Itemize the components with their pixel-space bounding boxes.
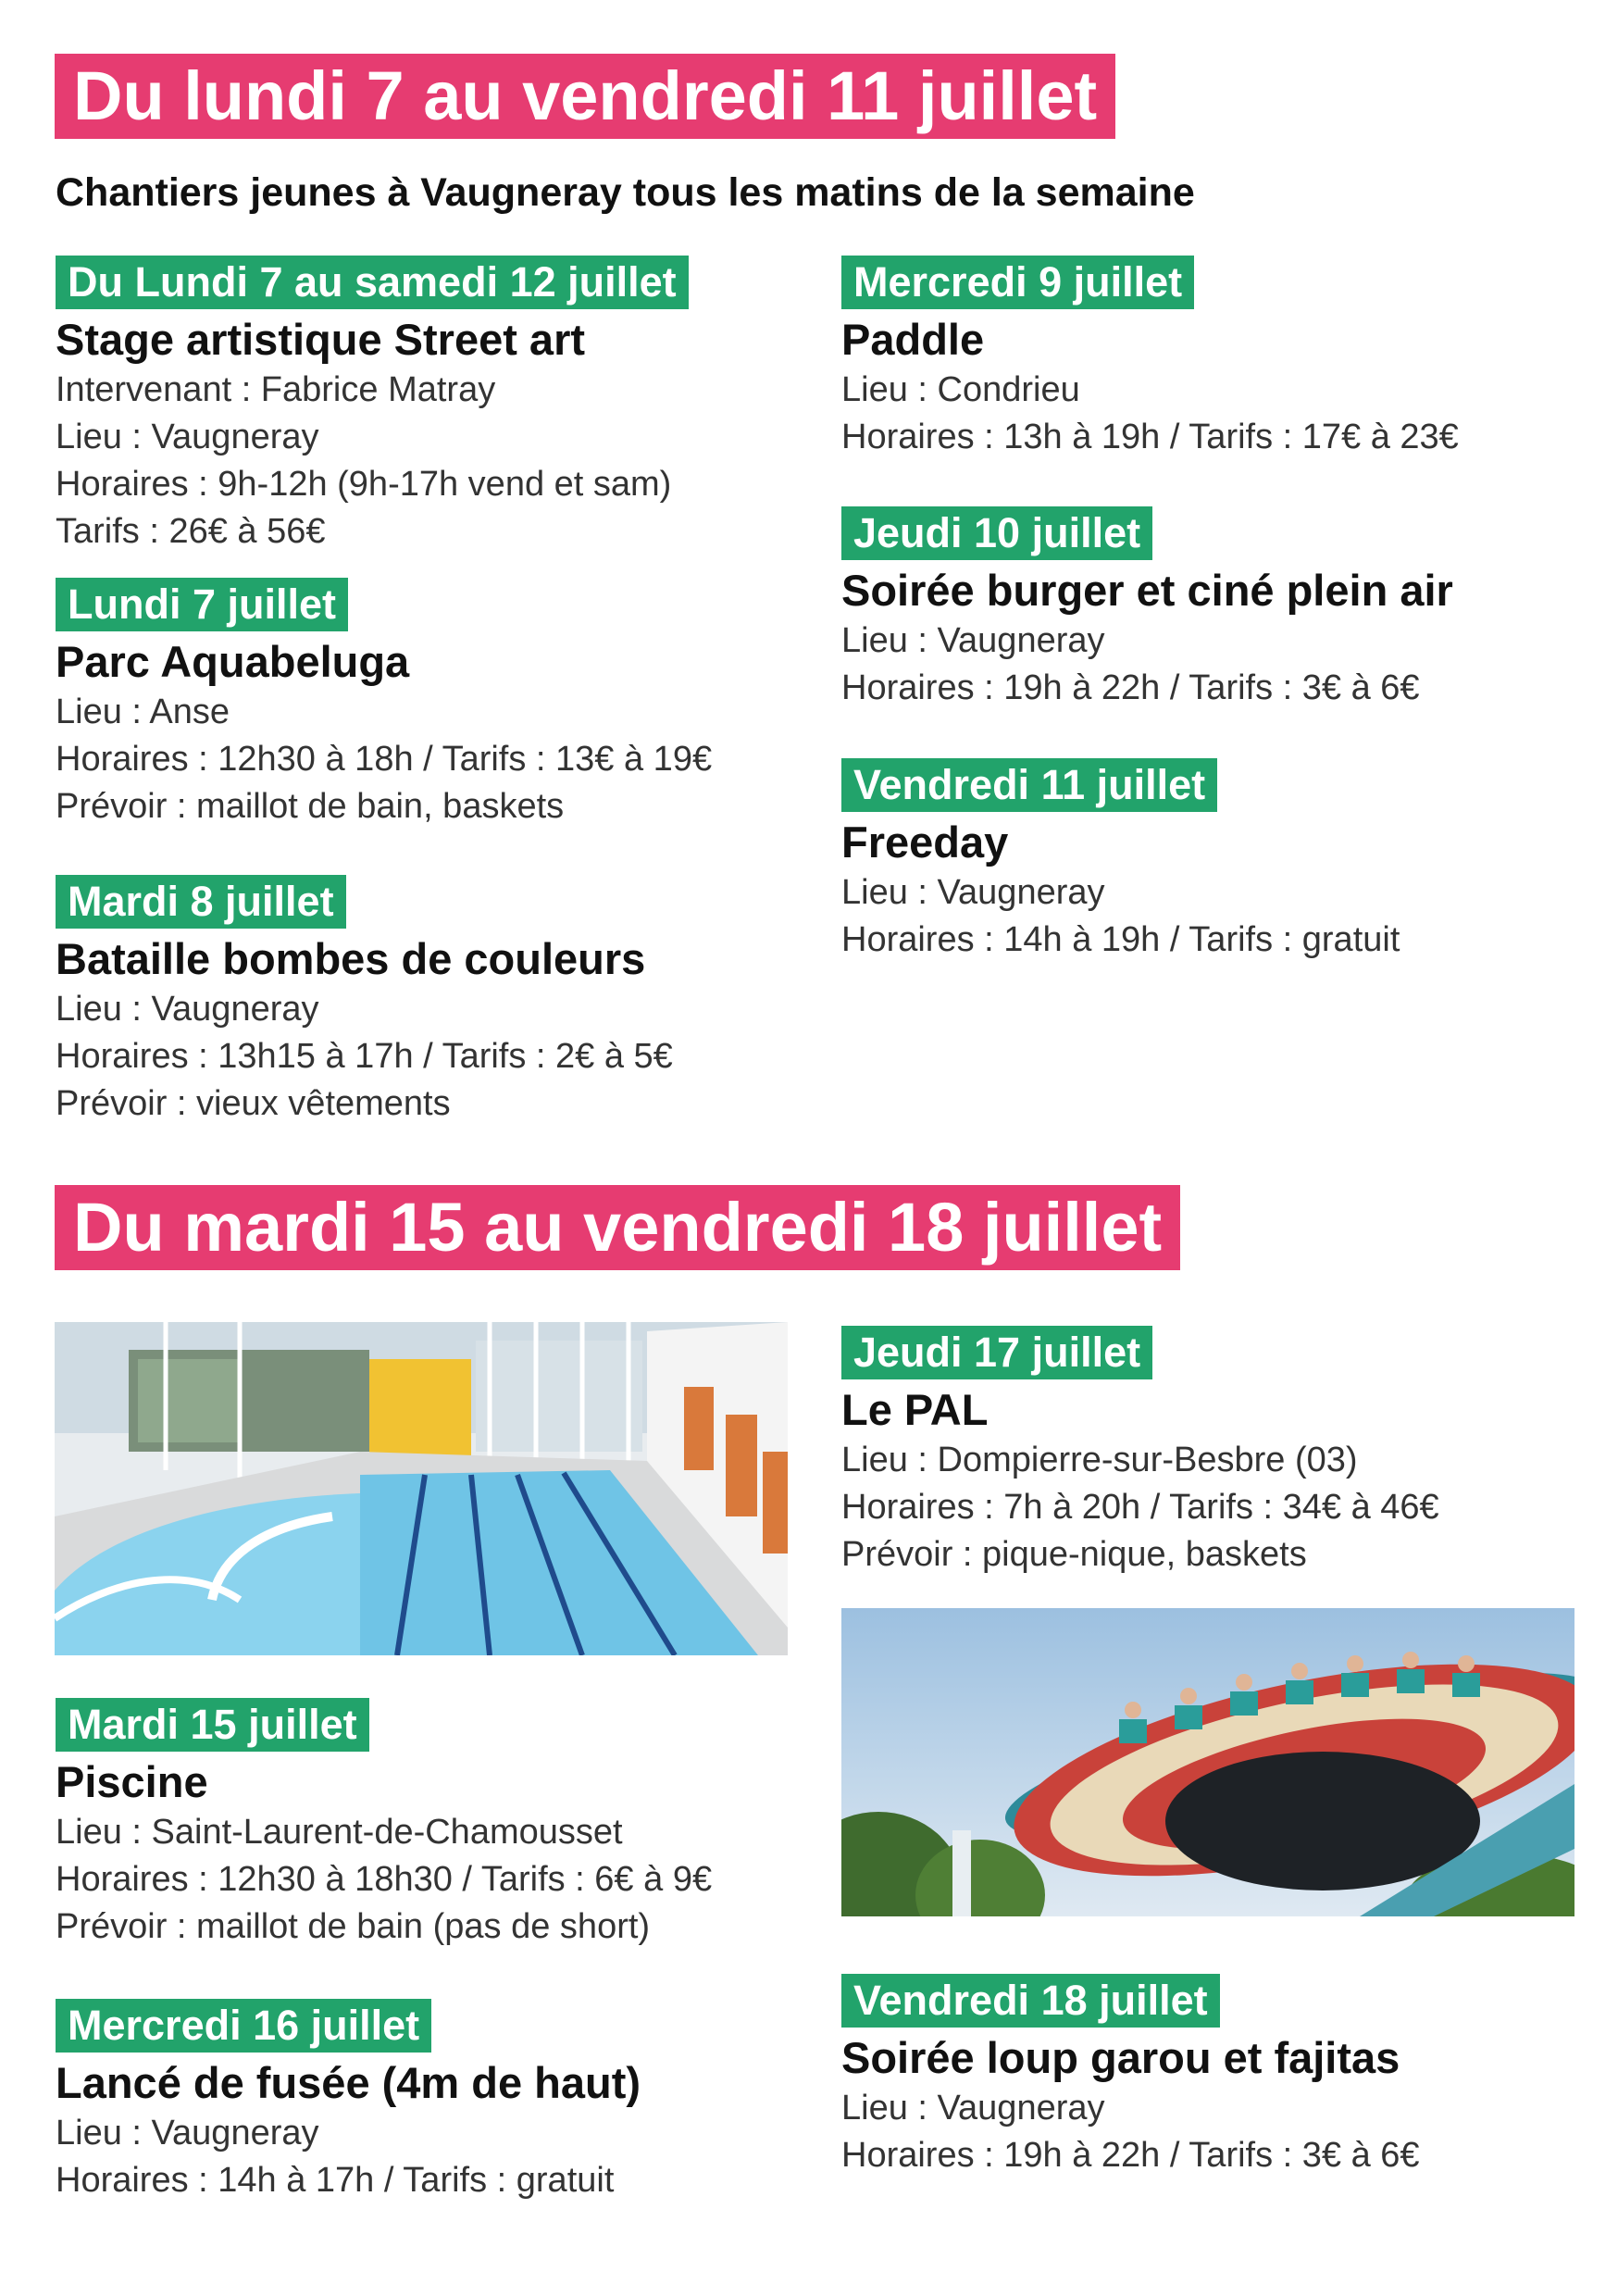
event-title: Piscine bbox=[56, 1757, 208, 1806]
info-line: Horaires : 14h à 17h / Tarifs : gratuit bbox=[56, 2161, 615, 2200]
info-line: Tarifs : 26€ à 56€ bbox=[56, 512, 326, 551]
info-line: Lieu : Vaugneray bbox=[841, 873, 1105, 912]
event-title: Parc Aquabeluga bbox=[56, 637, 410, 686]
event-title: Bataille bombes de couleurs bbox=[56, 934, 646, 983]
event-title: Le PAL bbox=[841, 1385, 989, 1434]
event-title: Lancé de fusée (4m de haut) bbox=[56, 2058, 641, 2107]
info-line: Horaires : 13h15 à 17h / Tarifs : 2€ à 5€ bbox=[56, 1037, 673, 1076]
info-line: Horaires : 14h à 19h / Tarifs : gratuit bbox=[841, 920, 1400, 959]
day-tag: Mardi 15 juillet bbox=[56, 1698, 369, 1752]
day-tag: Mardi 8 juillet bbox=[56, 875, 346, 929]
info-line: Lieu : Saint-Laurent-de-Chamousset bbox=[56, 1813, 623, 1852]
event-le-pal bbox=[841, 1326, 1439, 1578]
info-line: Prévoir : pique-nique, baskets bbox=[841, 1535, 1307, 1574]
info-line: Horaires : 19h à 22h / Tarifs : 3€ à 6€ bbox=[841, 2136, 1420, 2175]
event-fusee bbox=[56, 1999, 641, 2204]
event-aquabeluga bbox=[56, 578, 712, 830]
day-tag: Jeudi 10 juillet bbox=[841, 506, 1152, 560]
event-loup-garou bbox=[841, 1974, 1420, 2179]
info-line: Lieu : Anse bbox=[56, 693, 230, 731]
event-street-art bbox=[56, 256, 689, 555]
event-paddle bbox=[841, 256, 1459, 461]
info-line: Horaires : 12h30 à 18h30 / Tarifs : 6€ à 9€ bbox=[56, 1860, 713, 1899]
event-title: Stage artistique Street art bbox=[56, 315, 586, 364]
day-tag: Vendredi 18 juillet bbox=[841, 1974, 1220, 2028]
info-line: Lieu : Vaugneray bbox=[56, 990, 319, 1029]
event-burger-cine bbox=[841, 506, 1453, 712]
event-title: Freeday bbox=[841, 817, 1009, 867]
event-freeday bbox=[841, 758, 1400, 964]
event-piscine bbox=[56, 1698, 712, 1951]
ride-photo bbox=[841, 1608, 1574, 1916]
info-line: Horaires : 19h à 22h / Tarifs : 3€ à 6€ bbox=[841, 668, 1420, 707]
info-line: Lieu : Vaugneray bbox=[841, 621, 1105, 660]
pool-photo bbox=[55, 1322, 788, 1655]
event-bataille-couleurs bbox=[56, 875, 673, 1128]
event-title: Soirée burger et ciné plein air bbox=[841, 566, 1453, 615]
day-tag: Vendredi 11 juillet bbox=[841, 758, 1217, 812]
info-line: Lieu : Dompierre-sur-Besbre (03) bbox=[841, 1441, 1358, 1479]
event-title: Soirée loup garou et fajitas bbox=[841, 2033, 1400, 2082]
info-line: Horaires : 13h à 19h / Tarifs : 17€ à 23€ bbox=[841, 418, 1459, 456]
week-banner: Du mardi 15 au vendredi 18 juillet bbox=[55, 1185, 1180, 1270]
day-tag: Jeudi 17 juillet bbox=[841, 1326, 1152, 1379]
info-line: Horaires : 9h-12h (9h-17h vend et sam) bbox=[56, 465, 672, 504]
info-line: Horaires : 7h à 20h / Tarifs : 34€ à 46€ bbox=[841, 1488, 1439, 1527]
day-tag: Du Lundi 7 au samedi 12 juillet bbox=[56, 256, 689, 309]
day-tag: Mercredi 16 juillet bbox=[56, 1999, 431, 2053]
info-line: Lieu : Vaugneray bbox=[841, 2089, 1105, 2128]
info-line: Lieu : Vaugneray bbox=[56, 418, 319, 456]
info-line: Lieu : Vaugneray bbox=[56, 2114, 319, 2152]
week-banner: Du lundi 7 au vendredi 11 juillet bbox=[55, 54, 1115, 139]
info-line: Prévoir : maillot de bain, baskets bbox=[56, 787, 565, 826]
intro-text: Chantiers jeunes à Vaugneray tous les matins de la semaine bbox=[56, 170, 1195, 215]
info-line: Prévoir : vieux vêtements bbox=[56, 1084, 451, 1123]
info-line: Horaires : 12h30 à 18h / Tarifs : 13€ à 19€ bbox=[56, 740, 713, 779]
event-title: Paddle bbox=[841, 315, 985, 364]
info-line: Intervenant : Fabrice Matray bbox=[56, 370, 496, 409]
info-line: Prévoir : maillot de bain (pas de short) bbox=[56, 1907, 651, 1946]
day-tag: Lundi 7 juillet bbox=[56, 578, 348, 631]
info-line: Lieu : Condrieu bbox=[841, 370, 1080, 409]
day-tag: Mercredi 9 juillet bbox=[841, 256, 1194, 309]
